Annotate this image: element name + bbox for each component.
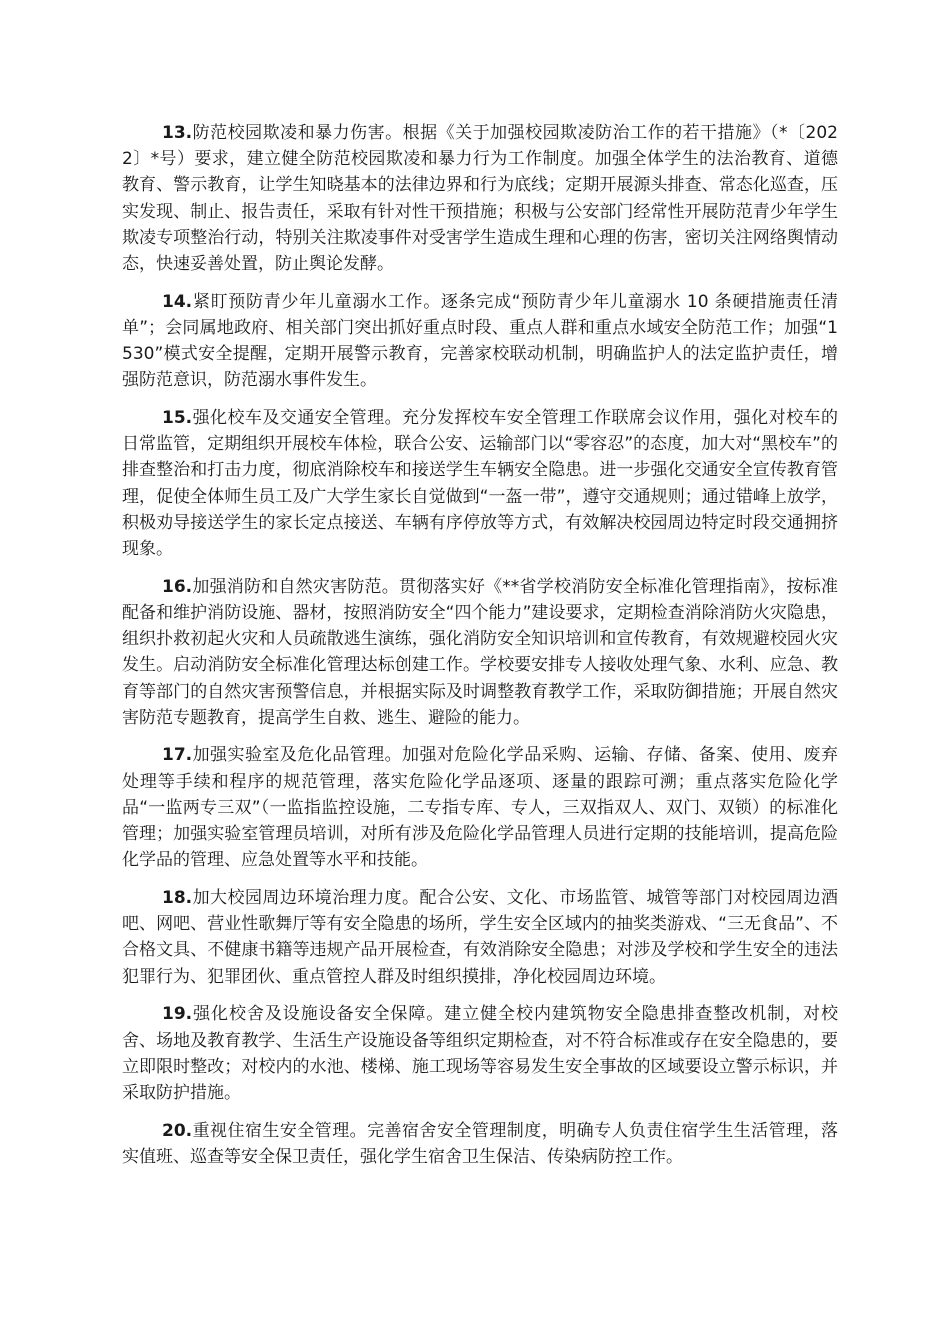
paragraph-19 [122, 1001, 838, 1106]
paragraph-number: 15. [162, 408, 193, 429]
paragraph-14 [122, 289, 838, 394]
paragraph-text: 加强实验室及危化品管理。加强对危险化学品采购、运输、存储、备案、使用、废弃处理等手续和程序的规范管理，落实危险化学品逐项、逐量的跟踪可溯；重点落实危险化学品“一监两专三双”（一监指监控设施，二专指专库、专人，三双指双人、双门、双锁）的标准化管理；加强实验室管理员培训，对所有涉及危险化学品管理人员进行定期的技能培训，提高危险化学品的管理、应急处置等水平和技能。 [122, 745, 838, 871]
paragraph-number: 20. [162, 1120, 193, 1141]
document-body [122, 120, 838, 1182]
paragraph-15 [122, 405, 838, 562]
paragraph-text: 强化校舍及设施设备安全保障。建立健全校内建筑物安全隐患排查整改机制，对校舍、场地及教育教学、生活生产设施设备等组织定期检查，对不符合标准或存在安全隐患的，要立即限时整改；对校内的水池、楼梯、施工现场等容易发生安全事故的区域要设立警示标识，并采取防护措施。 [122, 1004, 838, 1103]
paragraph-number: 13. [162, 123, 193, 143]
paragraph-text: 防范校园欺凌和暴力伤害。根据《关于加强校园欺凌防治工作的若干措施》（*〔2022〕*号）要求，建立健全防范校园欺凌和暴力行为工作制度。加强全体学生的法治教育、道德教育、警示教育，让学生知晓基本的法律边界和行为底线；定期开展源头排查、常态化巡查，压实发现、制止、报告责任，采取有针对性干预措施；积极与公安部门经常性开展防范青少年学生欺凌专项整治行动，特别关注欺凌事件对受害学生造成生理和心理的伤害，密切关注网络舆情动态，快速妥善处置，防止舆论发酵。 [122, 123, 838, 275]
paragraph-number: 16. [162, 576, 193, 597]
paragraph-text: 强化校车及交通安全管理。充分发挥校车安全管理工作联席会议作用，强化对校车的日常监管，定期组织开展校车体检，联合公安、运输部门以“零容忍”的态度，加大对“黑校车”的排查整治和打击力度，彻底消除校车和接送学生车辆安全隐患。进一步强化交通安全宣传教育管理，促使全体师生员工及广大学生家长自觉做到“一盔一带”，遵守交通规则；通过错峰上放学，积极劝导接送学生的家长定点接送、车辆有序停放等方式，有效解决校园周边特定时段交通拥挤现象。 [122, 408, 838, 560]
paragraph-number: 18. [162, 887, 193, 908]
paragraph-number: 14. [162, 291, 193, 312]
paragraph-20 [122, 1118, 838, 1170]
paragraph-13 [122, 120, 838, 277]
paragraph-16 [122, 574, 838, 731]
paragraph-number: 19. [162, 1004, 193, 1025]
paragraph-text: 加大校园周边环境治理力度。配合公安、文化、市场监管、城管等部门对校园周边酒吧、网吧、营业性歌舞厅等有安全隐患的场所，学生安全区域内的抽奖类游戏、“三无食品”、不合格文具、不健康书籍等违规产品开展检查，有效消除安全隐患；对涉及学校和学生安全的违法犯罪行为、犯罪团伙、重点管控人群及时组织摸排，净化校园周边环境。 [122, 887, 838, 987]
paragraph-text: 紧盯预防青少年儿童溺水工作。逐条完成“预防青少年儿童溺水 10 条硬措施责任清单”；会同属地政府、相关部门突出抓好重点时段、重点人群和重点水域安全防范工作；加强“1530”模式安全提醒，定期开展警示教育，完善家校联动机制，明确监护人的法定监护责任，增强防范意识，防范溺水事件发生。 [122, 291, 838, 391]
paragraph-18 [122, 885, 838, 990]
paragraph-number: 17. [162, 745, 193, 766]
paragraph-text: 重视住宿生安全管理。完善宿舍安全管理制度，明确专人负责住宿学生生活管理，落实值班、巡查等安全保卫责任，强化学生宿舍卫生保洁、传染病防控工作。 [122, 1120, 838, 1167]
paragraph-17 [122, 742, 838, 873]
paragraph-text: 加强消防和自然灾害防范。贯彻落实好《**省学校消防安全标准化管理指南》，按标准配备和维护消防设施、器材，按照消防安全“四个能力”建设要求，定期检查消除消防火灾隐患，组织扑救初起火灾和人员疏散逃生演练，强化消防安全知识培训和宣传教育，有效规避校园火灾发生。启动消防安全标准化管理达标创建工作。学校要安排专人接收处理气象、水利、应急、教育等部门的自然灾害预警信息，并根据实际及时调整教育教学工作，采取防御措施；开展自然灾害防范专题教育，提高学生自救、逃生、避险的能力。 [122, 576, 838, 728]
